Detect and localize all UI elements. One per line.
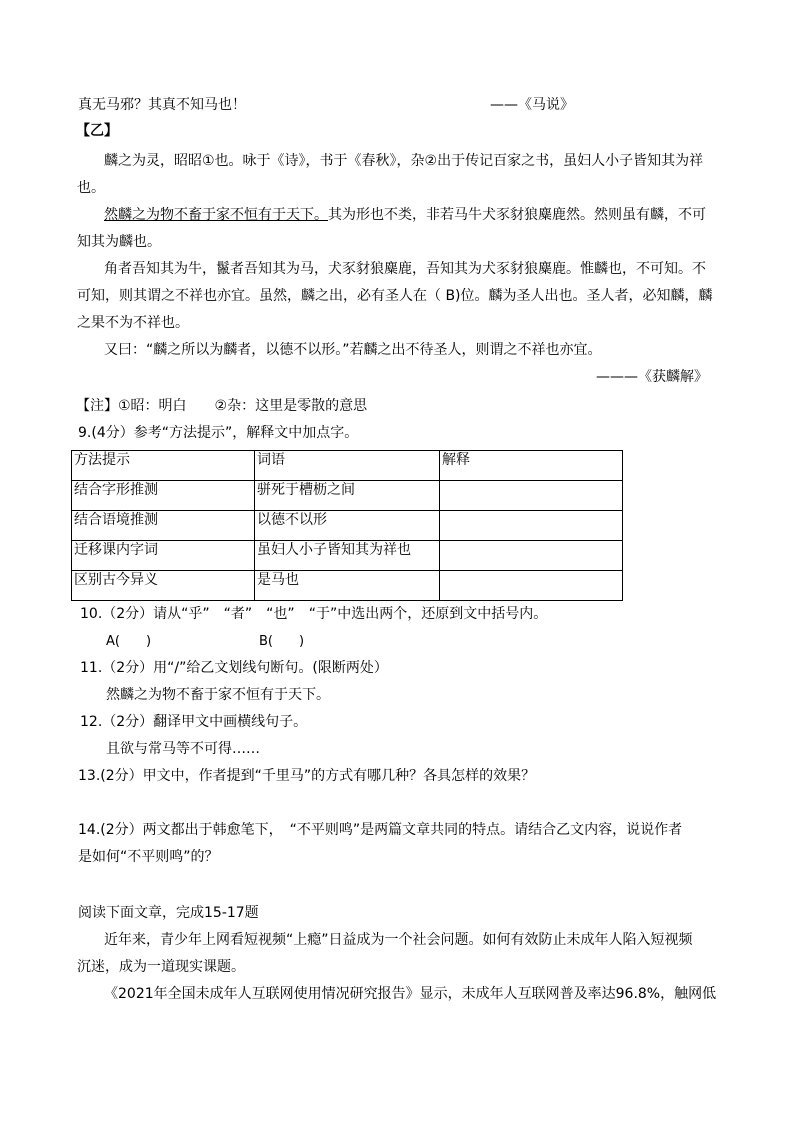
table-header-row — [72, 451, 623, 481]
question-9-prompt: 9.(4分）参考“方法提示”，解释文中加点字。 — [78, 425, 359, 441]
passage-jia-last-line: 真无马邪？其真不知马也！ — [78, 97, 246, 113]
table-cell-answer[interactable] — [440, 541, 623, 571]
table-cell-answer[interactable] — [440, 481, 623, 511]
passage-yi-p3-cont2: 之果不为不祥也。 — [77, 315, 189, 331]
blank-b[interactable]: B( ) — [259, 634, 305, 649]
question-12-prompt: 12.（2分）翻译甲文中画横线句子。 — [80, 714, 308, 730]
question-14-prompt: 14.(2分）两文都出于韩愈笔下， “不平则鸣”是两篇文章共同的特点。请结合乙文内容，说说作者 — [78, 822, 683, 838]
question-14-prompt-cont: 是如何“不平则鸣”的？ — [78, 849, 219, 865]
question-11-sentence: 然麟之为物不畜于家不恒有于天下。 — [106, 687, 330, 703]
passage-yi-p2-rest: 其为形也不类，非若马牛犬豕豺狼麋鹿然。然则虽有麟，不可 — [328, 207, 706, 223]
table-cell-method: 区别古今异义 — [72, 571, 255, 601]
passage-yi-p3: 角者吾知其为牛，鬣者吾知其为马，犬豕豺狼麋鹿，吾知其为犬豕豺狼麋鹿。惟麟也，不可知。不 — [104, 261, 706, 277]
reading-p1: 近年来，青少年上网看短视频“上瘾”日益成为一个社会问题。如何有效防止未成年人陷入短视频 — [104, 932, 693, 948]
table-header-cell: 词语 — [255, 451, 440, 481]
question-10-prompt: 10.（2分）请从“乎” “者” “也” “于”中选出两个，还原到文中括号内。 — [80, 606, 548, 622]
reading-intro: 阅读下面文章，完成15-17题 — [78, 905, 259, 921]
table-cell-word: 骈死于槽枥之间 — [255, 481, 440, 511]
table-cell-word: 虽妇人小子皆知其为祥也 — [255, 541, 440, 571]
table-row — [72, 481, 623, 511]
passage-yi-label: 【乙】 — [76, 123, 118, 139]
table-cell-word: 以德不以形 — [255, 511, 440, 541]
table-cell-method: 结合字形推测 — [72, 481, 255, 511]
passage-yi-source: ———《获麟解》 — [596, 369, 708, 385]
question-13-prompt: 13.(2分）甲文中，作者提到“千里马”的方式有哪几种？各具怎样的效果？ — [78, 768, 536, 784]
reading-p2: 《2021年全国未成年人互联网使用情况研究报告》显示，未成年人互联网普及率达96.8%，触网低 — [104, 986, 717, 1002]
table-header-cell: 解释 — [440, 451, 623, 481]
table-cell-method: 结合语境推测 — [72, 511, 255, 541]
passage-yi-p2-cont: 知其为麟也。 — [77, 234, 161, 250]
passage-yi-p3-cont1: 可知，则其谓之不祥也亦宜。虽然，麟之出，必有圣人在（ B)位。麟为圣人出也。圣人者，必知麟，麟 — [77, 288, 713, 304]
question-11-prompt: 11.（2分）用“/”给乙文划线句断句。(限断两处） — [80, 660, 388, 676]
table-cell-answer[interactable] — [440, 511, 623, 541]
table-header-cell: 方法提示 — [72, 451, 255, 481]
table-cell-answer[interactable] — [440, 571, 623, 601]
passage-yi-p1-cont: 也。 — [77, 180, 105, 196]
passage-yi-p2 — [104, 205, 706, 225]
annotation-note: 【注】①昭：明白 ②杂：这里是零散的意思 — [76, 398, 368, 414]
table-cell-method: 迁移课内字词 — [72, 541, 255, 571]
table-row — [72, 541, 623, 571]
table-row — [72, 571, 623, 601]
blank-a[interactable]: A( ) — [106, 634, 152, 649]
table-cell-word: 是马也 — [255, 571, 440, 601]
passage-yi-p4: 又曰：“麟之所以为麟者，以德不以形。”若麟之出不待圣人，则谓之不祥也亦宜。 — [104, 342, 602, 358]
method-table — [71, 450, 623, 601]
passage-yi-p1: 麟之为灵，昭昭①也。咏于《诗》，书于《春秋》，杂②出于传记百家之书，虽妇人小子皆知其为祥 — [104, 153, 704, 169]
reading-p1-cont: 沉迷，成为一道现实课题。 — [77, 959, 245, 975]
passage-jia-source: ——《马说》 — [490, 97, 574, 113]
question-12-sentence: 且欲与常马等不可得…… — [106, 741, 260, 757]
table-row — [72, 511, 623, 541]
underlined-sentence: 然麟之为物不畜于家不恒有于天下。 — [104, 207, 328, 223]
